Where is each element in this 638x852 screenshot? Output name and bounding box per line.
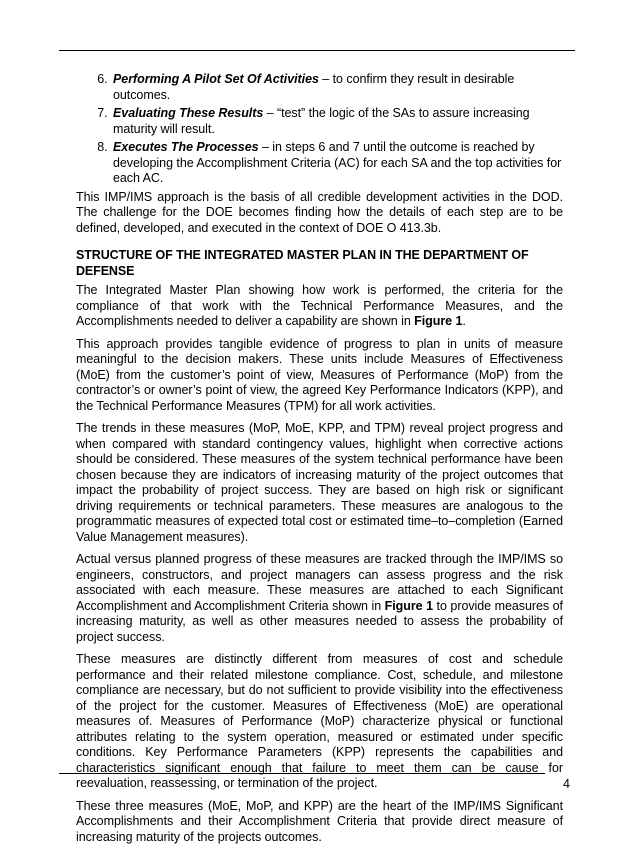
intro-paragraph: This IMP/IMS approach is the basis of all credible development activities in the DOD. The challenge for the DOE becomes finding how the details of each step are to be defined, developed, and executed in the context of DOE O 413.3b. <box>76 189 563 235</box>
page-body <box>76 72 563 852</box>
paragraph-conclusion: These three measures (MoE, MoP, and KPP) are the heart of the IMP/IMS Significant Accomplishments and their Accomplishment Criteria that provide direct measure of increasing maturity of the projects outcomes. <box>76 798 563 844</box>
section-heading: STRUCTURE OF THE INTEGRATED MASTER PLAN IN THE DEPARTMENT OF DEFENSE <box>76 248 529 278</box>
figure-reference: Figure 1 <box>384 598 434 613</box>
figure-reference: Figure 1 <box>414 314 463 328</box>
page-number: 4 <box>563 777 570 791</box>
paragraph-trends: The trends in these measures (MoP, MoE, KPP, and TPM) reveal project progress and when compared with standard contingency values, highlight when corrective actions should be considered. These measures of the system technical performance have been chosen because they are indicators of increasing maturity of the project outcomes that impact the probability of project success. They are based on high risk or significant driving requirements or technical parameters. These measures are analogous to the programmatic measures of expected total cost or estimated time–to–completion (Earned Value Management measures). <box>76 421 563 544</box>
list-item: 8. Executes The Processes – in steps 6 and 7 until the outcome is reached by developing the Accomplishment Criteria (AC) for each SA and the top activities for each AC. <box>111 140 563 187</box>
paragraph-measures-difference: These measures are distinctly different from measures of cost and schedule performance and their related milestone compliance. Cost, schedule, and milestone compliance are necessary, but do not sufficient to provide visibility into the effectiveness of the project for the customer. Measures of Effectiveness (MoE) are operational measures of. Measures of Performance (MoP) characterize physical or functional attributes relating to the system operation, measured or estimated under specific conditions. Key Performance Parameters (KPP) represents the capabilities and characteristics significant enough that failure to meet them can be cause for reevaluation, reassessing, or termination of the project. <box>76 652 563 790</box>
header-rule <box>59 50 575 51</box>
paragraph-units-of-measure: This approach provides tangible evidence of progress to plan in units of measure meaningful to the decision makers. These units include Measures of Effectiveness (MoE) from the customer’s point of view, Measures of Performance (MoP) from the contractor’s or owner’s point of view, the agreed Key Performance Indicators (KPP), and the Technical Performance Measures (TPM) for all work activities. <box>76 336 563 413</box>
list-item: 7. Evaluating These Results – “test” the logic of the SAs to assure increasing maturity will result. <box>111 106 563 137</box>
numbered-list <box>76 72 563 187</box>
paragraph-progress-tracking: Actual versus planned progress of these measures are tracked through the IMP/IMS so engineers, constructors, and project managers can assess progress and the risk associated with each measure. These measures are attached to each Significant Accomplishment and Accomplishment Criteria shown in Figure 1 to provide measures of increasing maturity, as well as other measures needed to assess the probability of project success. <box>76 552 563 644</box>
paragraph-imp-overview: The Integrated Master Plan showing how work is performed, the criteria for the compliance of that work with the Technical Performance Measures, and the Accomplishments needed to deliver a capability are shown in Figure 1. <box>76 283 563 328</box>
footer-rule <box>59 773 545 774</box>
list-item: 6. Performing A Pilot Set Of Activities – to confirm they result in desirable outcomes. <box>111 72 563 103</box>
